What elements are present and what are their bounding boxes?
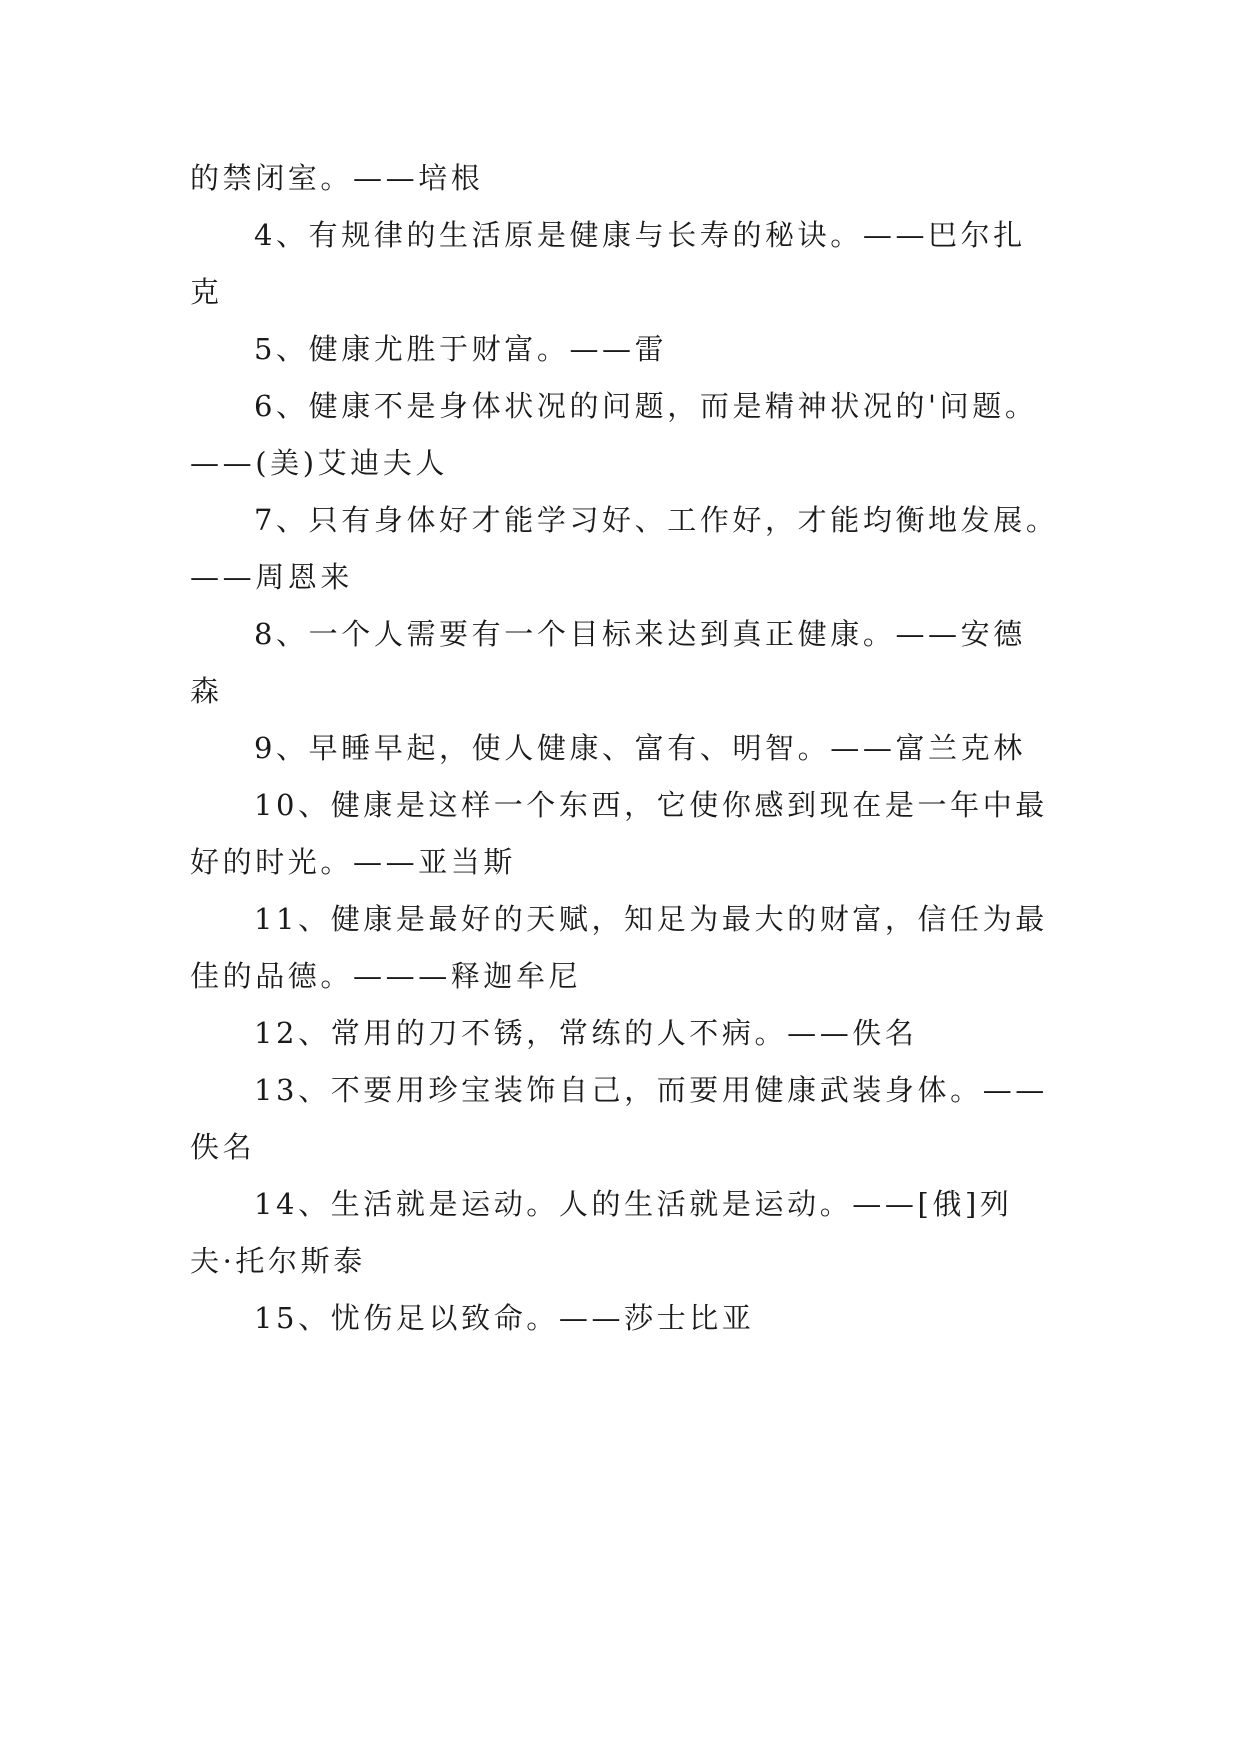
quote-12-line: 12、常用的刀不锈，常练的人不病。——佚名 [254, 1016, 918, 1050]
quote-14-continuation: 夫·托尔斯泰 [190, 1244, 366, 1278]
quote-13-continuation: 佚名 [190, 1130, 256, 1164]
quote-6-continuation: ——(美)艾迪夫人 [190, 446, 449, 480]
quote-4-continuation: 克 [190, 275, 223, 309]
quote-8-continuation: 森 [190, 674, 223, 708]
quote-4-line: 4、有规律的生活原是健康与长寿的秘诀。——巴尔扎 [254, 218, 1026, 252]
quote-15-line: 15、忧伤足以致命。——莎士比亚 [254, 1301, 755, 1335]
quote-5-line: 5、健康尤胜于财富。——雷 [254, 332, 668, 366]
quote-10-line: 10、健康是这样一个东西，它使你感到现在是一年中最 [254, 788, 1048, 822]
quote-11-line: 11、健康是最好的天赋，知足为最大的财富，信任为最 [254, 902, 1048, 936]
quote-continuation-line: 的禁闭室。——培根 [190, 161, 484, 195]
quote-8-line: 8、一个人需要有一个目标来达到真正健康。——安德 [254, 617, 1026, 651]
quote-7-line: 7、只有身体好才能学习好、工作好，才能均衡地发展。 [254, 503, 1059, 537]
quote-13-line: 13、不要用珍宝装饰自己，而要用健康武装身体。—— [254, 1073, 1048, 1107]
quote-10-continuation: 好的时光。——亚当斯 [190, 845, 517, 879]
quote-7-continuation: ——周恩来 [190, 560, 354, 594]
quote-9-line: 9、早睡早起，使人健康、富有、明智。——富兰克林 [254, 731, 1026, 765]
quote-6-line: 6、健康不是身体状况的问题，而是精神状况的'问题。 [254, 389, 1038, 423]
quote-14-line: 14、生活就是运动。人的生活就是运动。——[俄]列 [254, 1187, 1013, 1221]
quote-11-continuation: 佳的品德。———释迦牟尼 [190, 959, 582, 993]
